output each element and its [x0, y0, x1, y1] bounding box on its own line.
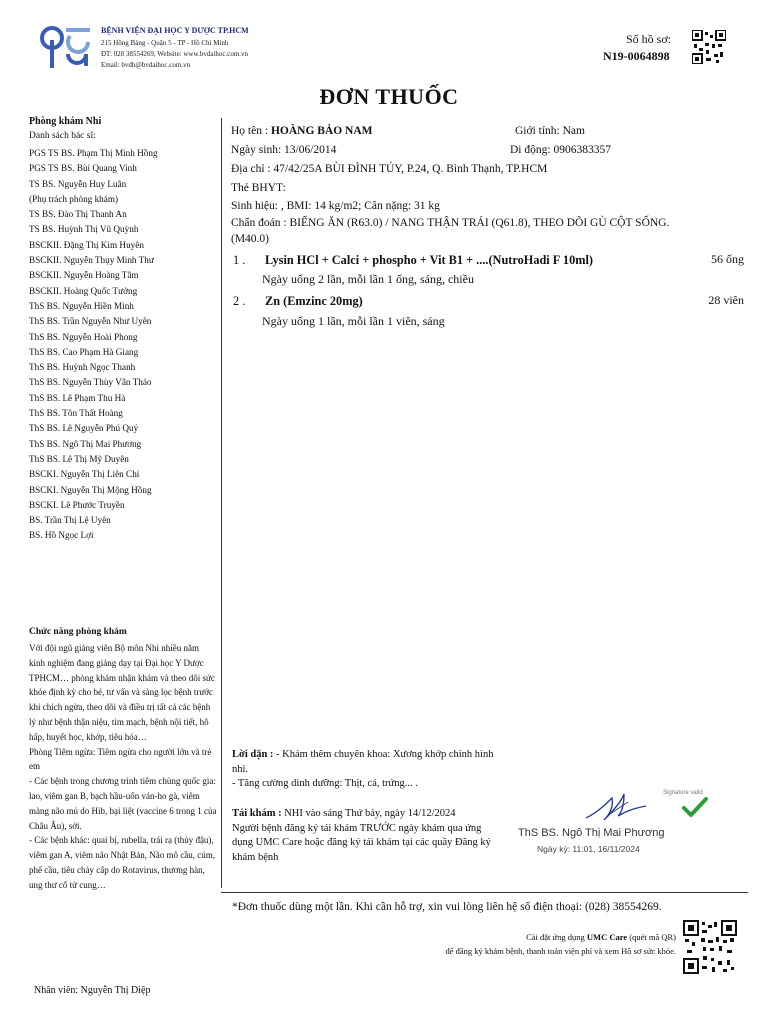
function-paragraph: - Các bệnh khác: quai bị, rubella, trái rạ (thủy đậu), viêm gan A, viêm não Nhật Bản, Não mô cầu, cúm, phế cầu, tiêu chảy cấp do Rotavirus, thương hàn, ung thư cổ tử cung… [29, 835, 215, 890]
doctor-item: TS BS. Nguyễn Huy Luân [29, 178, 127, 189]
signing-doctor: ThS BS. Ngô Thị Mai Phương [518, 827, 665, 839]
doctor-item: ThS BS. Lê Nguyễn Phú Quý [29, 423, 139, 434]
hospital-email: Email: bvdh@bvdaihoc.com.vn [101, 61, 191, 69]
medication-directions: Ngày uống 2 lần, mỗi lần 1 ống, sáng, chiều [262, 272, 474, 286]
medication-directions: Ngày uống 1 lần, mỗi lần 1 viên, sáng [262, 314, 445, 328]
hospital-logo [40, 24, 96, 72]
doctor-item: ThS BS. Huỳnh Ngọc Thanh [29, 362, 136, 373]
advice-line: - Tăng cường dinh dưỡng: Thịt, cá, trứng... . [232, 778, 418, 789]
medication-name: Zn (Emzinc 20mg) [265, 294, 363, 308]
doctor-item: BSCKII. Nguyễn Hoàng Tâm [29, 270, 139, 281]
followup-note: Người bệnh đăng ký tái khám TRƯỚC ngày khám qua ứng dụng UMC Care hoặc đăng ký tái khám tại các quầy Đăng ký khám bệnh [232, 822, 491, 863]
doctor-item: ThS BS. Lê Thị Mỹ Duyên [29, 453, 129, 464]
doctor-item: BSCKI. Nguyễn Thị Liên Chi [29, 469, 140, 480]
doctor-item: ThS BS. Nguyễn Hoài Phong [29, 331, 138, 342]
app-qr-code-icon [683, 920, 737, 974]
advice-line: - Khám thêm chuyên khoa: Xương khớp chỉnh hình nhi. [232, 749, 494, 775]
hospital-phone-web: ĐT: 028 38554269, Website: www.bvdaihoc.com.vn [101, 50, 249, 58]
doctor-item: ThS BS. Trần Nguyễn Như Uyên [29, 316, 152, 327]
app-install-hint: (quét mã QR) [627, 932, 676, 942]
footer-divider [221, 892, 748, 893]
patient-vitals: Sinh hiệu: , BMI: 14 kg/m2; Cân nặng: 31 kg [231, 200, 440, 212]
doctor-item: ThS BS. Ngô Thị Mai Phương [29, 438, 142, 449]
doctor-item: PGS TS BS. Bùi Quang Vinh [29, 163, 137, 174]
hospital-name: BỆNH VIỆN ĐẠI HỌC Y DƯỢC TP.HCM [101, 26, 249, 35]
patient-mobile: Di động: 0906383357 [510, 144, 611, 156]
doctor-item: TS BS. Đào Thị Thanh An [29, 209, 127, 220]
app-name: UMC Care [586, 932, 628, 942]
patient-address: Địa chỉ : 47/42/25A BÙI ĐÌNH TÚY, P.24, Q. Bình Thạnh, TP.HCM [231, 163, 548, 175]
medication-quantity: 56 ống [711, 252, 744, 266]
staff-name: Nhân viên: Nguyễn Thị Diệp [34, 985, 151, 996]
signed-date: Ngày ký: 11:01, 16/11/2024 [537, 844, 640, 854]
signature-image [584, 790, 648, 824]
followup-date: NHI vào sáng Thứ bảy, ngày 14/12/2024 [281, 808, 456, 819]
hospital-address: 215 Hồng Bàng - Quận 5 - TP - Hồ Chí Minh [101, 39, 229, 47]
patient-diagnosis: Chẩn đoán : BIẾNG ĂN (R63.0) / NANG THẬN TRÁI (Q61.8), THEO DÕI GÙ CỘT SỐNG. [231, 217, 670, 229]
patient-name-row [231, 125, 373, 137]
file-number-label: Số hồ sơ: [626, 32, 672, 46]
doctor-item: ThS BS. Lê Phạm Thu Hà [29, 392, 126, 403]
function-paragraph: - Các bệnh trong chương trình tiêm chủng quốc gia: lao, viêm gan B, bạch hầu-uốn ván-ho gà, viêm màng não mủ do Hib, bại liệt (vaccine 6 trong 1 của Châu Âu), sởi. [29, 776, 217, 831]
advice-block [232, 748, 502, 792]
footer-note: *Đơn thuốc dùng một lần. Khi cần hỗ trợ, xin vui lòng liên hệ số điện thoại: (028) 38554269. [232, 901, 662, 913]
advice-label: Lời dặn : [232, 749, 274, 760]
app-install-line [300, 932, 676, 942]
patient-name: HOÀNG BẢO NAM [270, 125, 373, 137]
doctor-item: ThS BS. Cao Phạm Hà Giang [29, 346, 139, 357]
signature-valid-label: Signature valid [663, 790, 703, 796]
doctor-item: BSCKII. Hoàng Quốc Tưởng [29, 285, 138, 296]
patient-insurance: Thẻ BHYT: [231, 182, 286, 194]
doctor-item: BSCKI. Nguyễn Thị Mộng Hồng [29, 484, 152, 495]
followup-block [232, 807, 502, 865]
doctor-item: BSCKII. Nguyễn Thụy Minh Thư [29, 255, 154, 266]
doctor-item: BS. Hồ Ngọc Lợi [29, 530, 94, 541]
patient-gender: Giới tính: Nam [515, 125, 585, 137]
doctor-item: PGS TS BS. Phạm Thị Minh Hồng [29, 148, 158, 158]
app-description: để đăng ký khám bệnh, thanh toán viện phí và xem Hồ sơ sức khỏe. [445, 946, 676, 956]
patient-diagnosis-code: (M40.0) [231, 233, 270, 245]
clinic-name: Phòng khám Nhi [29, 116, 102, 127]
doctor-list [29, 146, 158, 544]
followup-label: Tái khám : [232, 808, 282, 819]
qr-code-icon [692, 30, 726, 64]
file-number: N19-0064898 [603, 49, 670, 63]
check-icon [682, 796, 708, 818]
sidebar-divider [221, 118, 222, 888]
doctor-item: TS BS. Huỳnh Thị Vũ Quỳnh [29, 224, 139, 235]
doctor-item: (Phụ trách phòng khám) [29, 193, 119, 204]
doctor-item: ThS BS. Nguyễn Thùy Vân Thảo [29, 377, 152, 388]
doctor-item: ThS BS. Tôn Thất Hoàng [29, 408, 123, 419]
doctor-item: ThS BS. Nguyễn Hiền Minh [29, 300, 134, 311]
page-title: ĐƠN THUỐC [319, 84, 459, 109]
doctor-item: BS. Trần Thị Lệ Uyên [29, 515, 111, 526]
doctor-item: BSCKI. Lê Phước Truyền [29, 499, 125, 510]
clinic-function-text [29, 641, 217, 893]
medication-quantity: 28 viên [708, 293, 744, 307]
doctor-list-label: Danh sách bác sĩ: [29, 131, 96, 141]
medication-number: 2 . [233, 294, 246, 308]
medication-name: Lysin HCl + Calci + phospho + Vit B1 + ....(NutroHadi F 10ml) [265, 253, 593, 267]
app-install-text: Cài đặt ứng dụng [526, 932, 587, 942]
patient-dob: Ngày sinh: 13/06/2014 [231, 144, 337, 156]
doctor-item: BSCKII. Đặng Thị Kim Huyên [29, 239, 144, 250]
function-paragraph: Với đội ngũ giảng viên Bộ môn Nhi nhiều năm kinh nghiệm đang giảng dạy tại Đại học Y Dược TPHCM… phòng khám nhận khám và theo dõi sức khỏe định kỳ cho bé, tư vấn và sàng lọc bệnh trước khi chích ngừa, theo dõi và điều trị tất cả các bệnh lý như bệnh thận niệu, tim mạch, bệnh nội tiết, hô hấp, huyết học, khớp, tiêu hóa… [29, 643, 215, 742]
function-paragraph: Phòng Tiêm ngừa: Tiêm ngừa cho người lớn và trẻ em [29, 746, 212, 772]
clinic-function-title: Chức năng phòng khám [29, 627, 127, 637]
patient-name-label: Họ tên : [231, 125, 269, 137]
medication-number: 1 . [233, 253, 246, 267]
